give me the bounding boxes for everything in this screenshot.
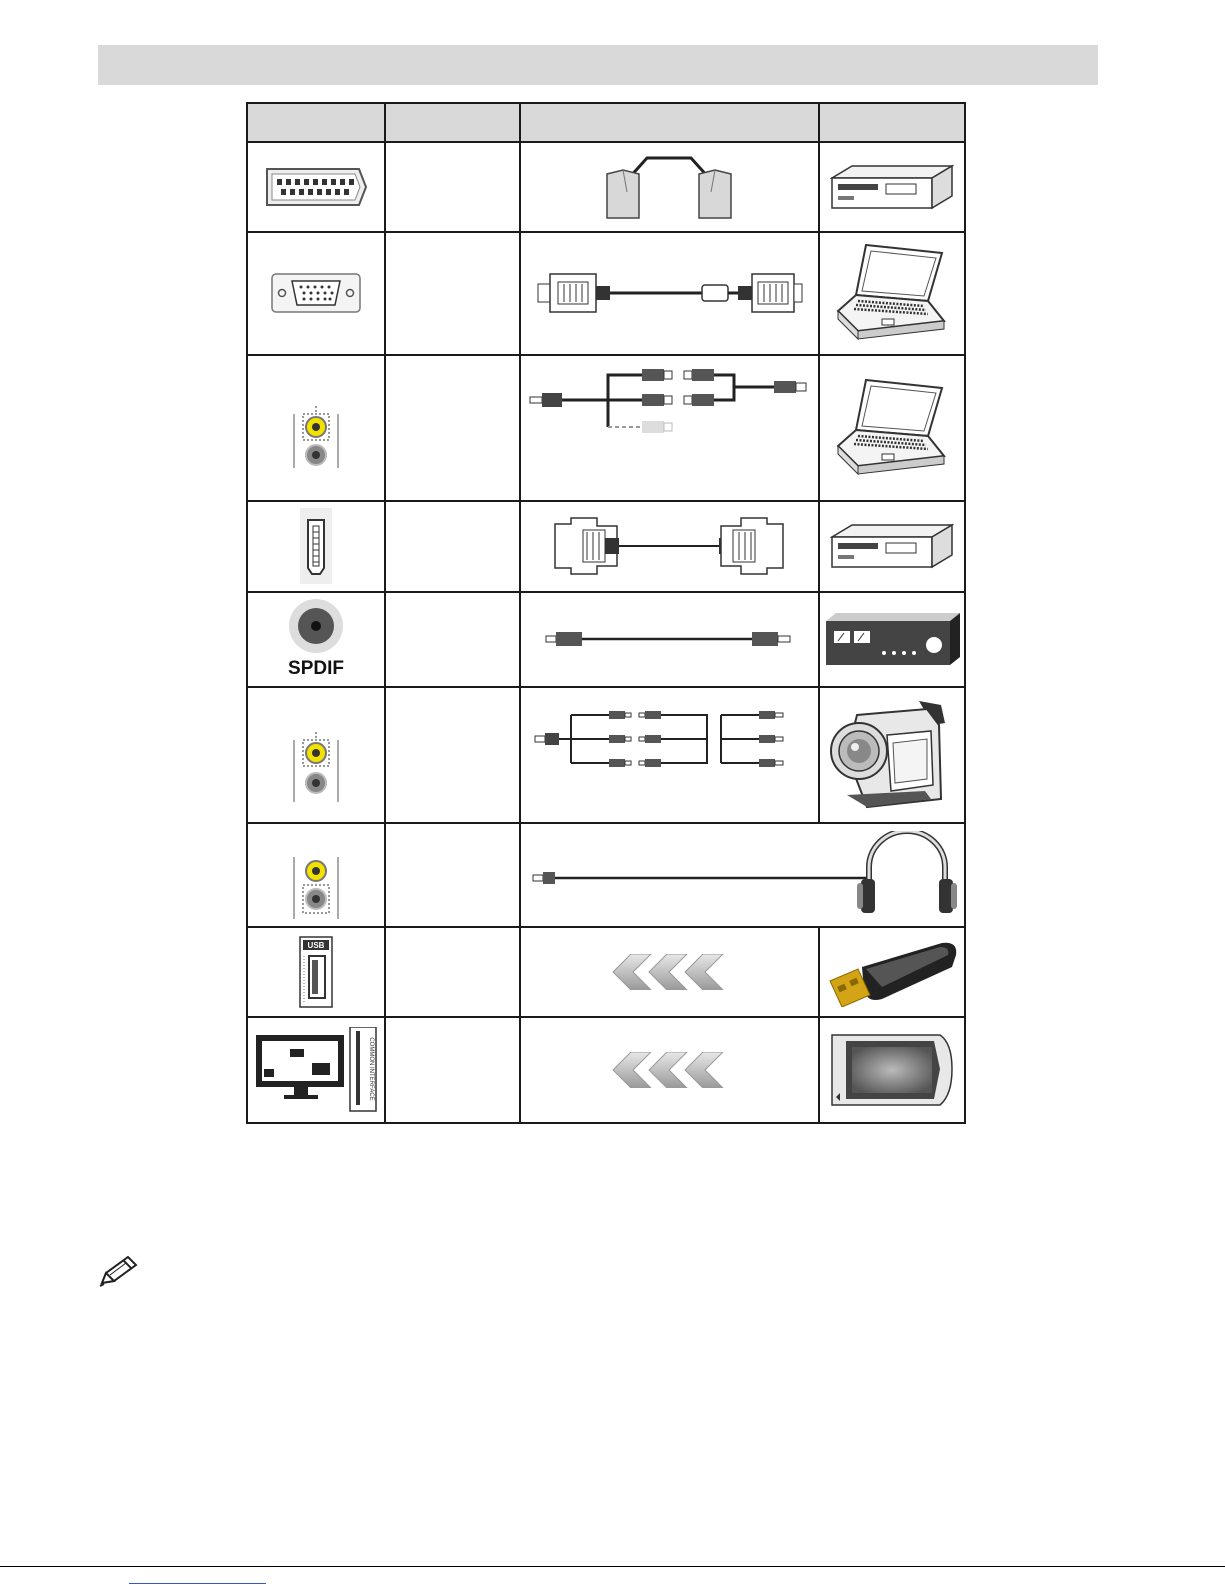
dvd-recorder-icon <box>830 162 954 212</box>
av-cable-icon <box>529 711 809 767</box>
audio-amplifier-icon <box>822 611 962 667</box>
table-row-spdif <box>248 592 384 686</box>
usb-label: USB <box>307 940 325 950</box>
laptop-icon <box>836 239 948 347</box>
usb-stick-icon <box>822 937 962 1007</box>
laptop-cell <box>819 232 964 354</box>
side-av-jack-icon <box>286 732 346 808</box>
usb-socket-icon <box>299 936 333 1008</box>
pencil-note-icon <box>98 1255 138 1289</box>
headphone-jack-icon <box>286 857 346 921</box>
footer-link-underline <box>129 1583 266 1584</box>
av-cable-cell <box>520 687 818 822</box>
pc-audio-jack-icon <box>286 406 346 476</box>
usb-insert-cell <box>520 927 818 1016</box>
dvd-recorder-cell <box>819 143 964 231</box>
camcorder-icon <box>827 695 957 815</box>
coaxial-cable-icon <box>544 629 794 649</box>
headphone-cable-cell <box>520 823 964 926</box>
table-row-hdmi <box>248 501 384 591</box>
audio-amplifier-cell <box>819 592 964 686</box>
cam-module-cell <box>819 1017 964 1122</box>
headphone-cable-icon <box>527 831 957 919</box>
insert-arrows-icon <box>611 954 727 990</box>
pc-audio-cable-icon <box>524 367 814 453</box>
table-row-vga <box>248 232 384 354</box>
ci-label: COMMON INTERFACE <box>368 1036 374 1101</box>
page-bottom-rule <box>0 1566 1225 1567</box>
col-divider <box>384 104 386 1122</box>
vga-socket-icon <box>270 272 362 314</box>
table-row-headphone <box>248 823 384 926</box>
spdif-label: SPDIF <box>288 658 344 679</box>
table-row-usb <box>248 927 384 1016</box>
section-header-bar <box>98 45 1098 85</box>
dvd-recorder-icon <box>830 521 954 571</box>
spdif-socket-icon <box>286 596 346 656</box>
usb-stick-cell <box>819 927 964 1016</box>
table-row-ci <box>248 1017 384 1122</box>
insert-arrows-icon <box>611 1052 727 1088</box>
table-row-side-av <box>248 687 384 822</box>
vga-cable-icon <box>534 268 804 318</box>
scart-cable-cell <box>520 143 818 231</box>
laptop-icon <box>836 374 948 482</box>
hdmi-cable-icon <box>553 516 785 576</box>
headphones-icon <box>857 831 957 913</box>
ci-slot-icon <box>254 1027 378 1113</box>
connection-table <box>246 102 966 1124</box>
cam-module-icon <box>830 1033 954 1107</box>
vga-cable-cell <box>520 232 818 354</box>
dvd-recorder-cell <box>819 501 964 591</box>
table-row-scart <box>248 143 384 231</box>
hdmi-socket-icon <box>300 508 332 584</box>
scart-socket-icon <box>263 165 369 209</box>
hdmi-cable-cell <box>520 501 818 591</box>
ci-insert-cell <box>520 1017 818 1122</box>
table-header-row <box>248 104 964 143</box>
scart-cable-icon <box>599 152 739 222</box>
coaxial-cable-cell <box>520 592 818 686</box>
pc-audio-cable-cell <box>520 355 818 500</box>
table-row-pc-audio <box>248 355 384 500</box>
camcorder-cell <box>819 687 964 822</box>
laptop-cell <box>819 355 964 500</box>
